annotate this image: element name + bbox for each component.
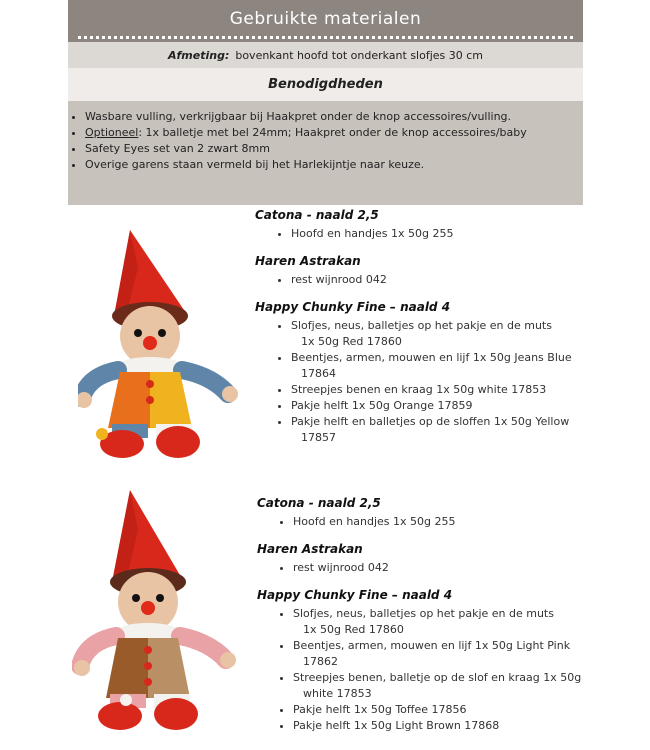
optional-label: Optioneel	[85, 126, 139, 139]
list-item	[291, 398, 585, 414]
list-item: • rest wijnrood 042	[291, 272, 585, 288]
item-text: Streepjes benen en kraag 1x 50g white 17853	[291, 383, 547, 396]
list-item: • Safety Eyes set van 2 zwart 8mm	[85, 141, 583, 157]
list-item	[291, 350, 585, 382]
item-text: Streepjes benen, balletje op de slof en kraag 1x 50g	[293, 671, 582, 684]
benodigdheden-list	[68, 101, 583, 205]
variant2-materials	[257, 495, 587, 745]
catona-title: Catona - naald 2,5	[255, 208, 379, 222]
harlequin-doll-1-image	[78, 228, 243, 463]
happy-chunky-title: Happy Chunky Fine – naald 4	[257, 588, 453, 602]
list-item: • Hoofd en handjes 1x 50g 255	[293, 514, 587, 530]
list-item	[291, 382, 585, 398]
list-item	[293, 718, 587, 734]
list-item	[291, 318, 585, 350]
list-item	[293, 670, 587, 702]
haren-title: Haren Astrakan	[255, 254, 361, 268]
item-text-cont: 1x 50g Red 17860	[303, 623, 404, 636]
harlequin-doll-2-image	[72, 490, 242, 740]
header-bar	[68, 0, 583, 42]
item-text: Pakje helft 1x 50g Orange 17859	[291, 399, 473, 412]
item-text: Beentjes, armen, mouwen en lijf 1x 50g Jeans Blue	[291, 351, 572, 364]
item-text: Beentjes, armen, mouwen en lijf 1x 50g Light Pink	[293, 639, 571, 652]
item-text-cont: white 17853	[303, 687, 372, 700]
list-item-optional	[85, 125, 583, 141]
list-item	[291, 414, 585, 446]
item-text: Slofjes, neus, balletjes op het pakje en de muts	[291, 319, 552, 332]
item-text: Slofjes, neus, balletjes op het pakje en de muts	[293, 607, 554, 620]
list-item: • Wasbare vulling, verkrijgbaar bij Haakpret onder de knop accessoires/vulling.	[85, 109, 583, 125]
materials-card	[68, 0, 583, 205]
list-item: • rest wijnrood 042	[293, 560, 587, 576]
catona-title: Catona - naald 2,5	[257, 496, 381, 510]
dotted-divider	[78, 36, 573, 39]
list-item: • Hoofd en handjes 1x 50g 255	[291, 226, 585, 242]
item-text-cont: 17862	[303, 655, 338, 668]
header-title: Gebruikte materialen	[229, 9, 422, 29]
item-text-cont: 17864	[301, 367, 336, 380]
item-text-cont: 1x 50g Red 17860	[301, 335, 402, 348]
item-text: Pakje helft 1x 50g Light Brown 17868	[293, 719, 500, 732]
variant1-materials	[255, 207, 585, 457]
optional-text: : 1x balletje met bel 24mm; Haakpret onder de knop accessoires/baby	[138, 126, 527, 139]
list-item	[293, 638, 587, 670]
item-text: Pakje helft en balletjes op de sloffen 1x 50g Yellow	[291, 415, 570, 428]
benodigdheden-title: Benodigdheden	[68, 68, 583, 101]
item-text: Pakje helft 1x 50g Toffee 17856	[293, 703, 467, 716]
list-item: • Overige garens staan vermeld bij het Harlekijntje naar keuze.	[85, 157, 583, 173]
happy-chunky-title: Happy Chunky Fine – naald 4	[255, 300, 451, 314]
item-text-cont: 17857	[301, 431, 336, 444]
size-label: Afmeting:	[167, 48, 230, 62]
list-item	[293, 702, 587, 718]
size-row	[68, 42, 583, 68]
size-value: bovenkant hoofd tot onderkant slofjes 30 cm	[235, 48, 484, 62]
list-item	[293, 606, 587, 638]
haren-title: Haren Astrakan	[257, 542, 363, 556]
